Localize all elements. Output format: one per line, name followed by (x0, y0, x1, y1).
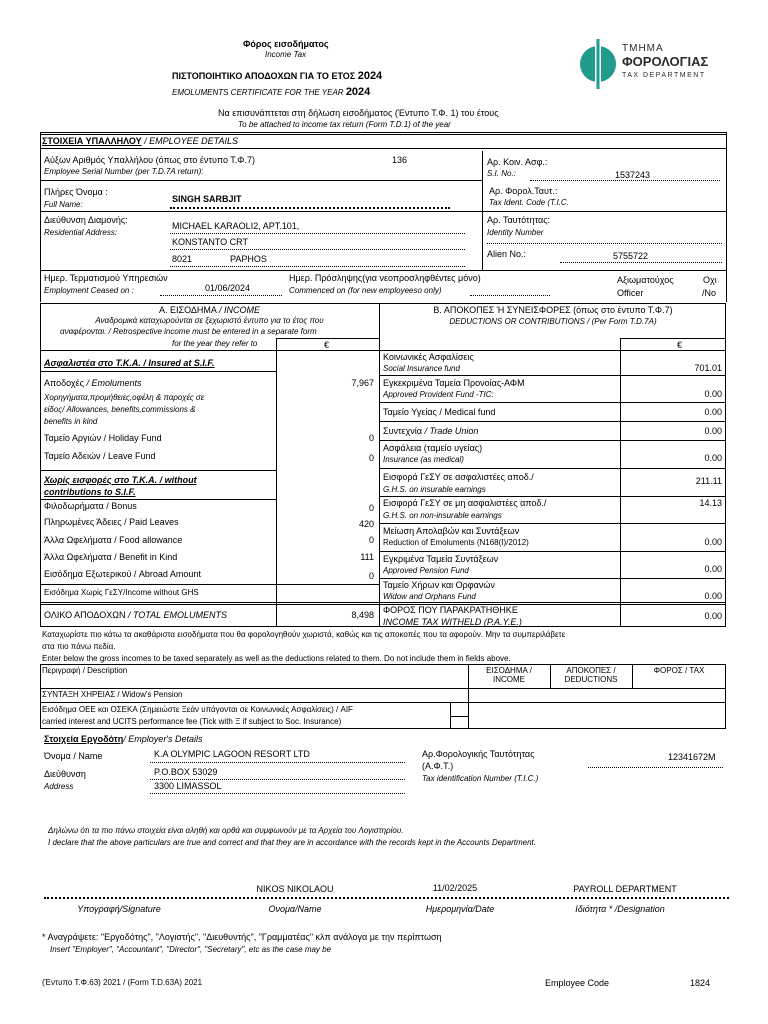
medical-fund-value: 0.00 (704, 407, 722, 417)
employer-tic-label-gr1: Αρ.Φορολογικής Ταυτότητας (422, 749, 535, 759)
alien-value: 5755722 (613, 251, 649, 261)
logo-emblem-icon (578, 35, 618, 93)
id-label-gr: Αρ. Ταυτότητας: (487, 215, 551, 225)
widow-pension-row: ΣΥΝΤΑΞΗ ΧΗΡΕΙΑΣ / Widow's Pension (42, 690, 183, 699)
ghs-insurable-value: 211.11 (695, 476, 722, 486)
ghs-insurable-label-en: G.H.S. on insurable earnings (383, 485, 486, 494)
ghs-insurable-label-gr: Εισφορά ΓεΣΥ σε ασφαλιστέες αποδ./ (383, 472, 534, 482)
address-label-en: Residential Address: (44, 228, 118, 237)
deductions-header-en: DEDUCTIONS OR CONTRIBUTIONS / (Per Form T.D.7A) (449, 317, 657, 326)
paye-label-gr: ΦΟΡΟΣ ΠΟΥ ΠΑΡΑΚΡΑΤΗΘΗΚΕ (383, 605, 518, 615)
address-line2: KONSTANTO CRT (172, 237, 249, 247)
deductions-header-gr: Β. ΑΠΟΚΟΠΕΣ Ή ΣΥΝΕΙΣΦΟΡΕΣ (όπως στο έντυπο Τ.Φ.7) (433, 305, 673, 315)
separate-note-gr2: στα πιο πάνω πεδία. (42, 642, 116, 651)
full-name-value: SINGH SARBJIT (172, 194, 242, 204)
footnote-en: Insert "Employer", "Accountant", "Director", "Secretary", etc as the case may be (50, 945, 332, 954)
deductions-currency: € (677, 340, 683, 350)
si-fund-label-en: Social Insurance fund (383, 364, 460, 373)
serial-value: 136 (392, 155, 408, 165)
pension-fund-label-gr: Εγκριμένα Ταμεία Συντάξεων (383, 554, 499, 564)
cease-label-gr: Ημερ. Τερματισμού Υπηρεσιών (44, 273, 168, 283)
income-currency: € (324, 340, 330, 350)
reduction-label-en: Reduction of Emoluments (N168(I)/2012) (383, 538, 529, 547)
insurance-label-gr: Ασφάλεια (ταμείο υγείας) (383, 443, 483, 453)
paid-leaves-label: Πληρωμένες Άδειες / Paid Leaves (44, 517, 179, 527)
bonus-value: 0 (368, 503, 374, 513)
insured-title: Ασφαλιστέα στο Τ.Κ.Α. / Insured at S.I.F. (44, 358, 215, 368)
aif-row-line2: carried interest and UCITS performance fee (Tick with Ξ if subject to Soc. Insurance) (42, 717, 342, 726)
name-label: Ονομα/Name (268, 904, 322, 914)
paye-value: 0.00 (704, 611, 722, 621)
declaration-en: I declare that the above particulars are true and correct and that they are in accordance with the records kept in the Accounts Department. (48, 838, 536, 847)
pension-fund-label-en: Approved Pension Fund (383, 566, 469, 575)
employer-address-label-gr: Διεύθυνση (44, 769, 86, 779)
emoluments-value: 7,967 (351, 378, 374, 388)
employer-section-title: Στοιχεία Εργοδότη/ Employer's Details (44, 734, 203, 744)
ghs-non-insurable-value: 14.13 (699, 498, 722, 508)
commence-label-gr: Ημερ. Πρόσληψης(για νεοπροσληφθέντες μόνο) (289, 273, 481, 283)
income-note-1: Αναδρομικά καταχωρούνται σε ξεχωριστό έντυπο για το έτος που (95, 316, 324, 325)
tic-label-en: Tax Ident. Code (T.I.C. (489, 198, 569, 207)
serial-label-gr: Αύξων Αριθμός Υπαλλήλου (όπως στο έντυπο Τ.Φ.7) (44, 155, 255, 165)
cease-label-en: Employment Ceased on : (44, 286, 134, 295)
leave-fund-value: 0 (368, 453, 374, 463)
ghs-non-insurable-label-en: G.H.S. on non-insurable earnings (383, 511, 502, 520)
si-fund-value: 701.01 (694, 363, 722, 373)
officer-label-gr: Αξιωματούχος (617, 275, 674, 285)
allowances-line3: benefits in kind (44, 417, 98, 426)
officer-value-en: /No (702, 288, 717, 298)
food-allowance-value: 0 (368, 535, 374, 545)
full-name-label-en: Full Name: (44, 200, 83, 209)
employer-tic-label-en: Tax identification Number (T.I.C.) (422, 774, 539, 783)
provident-value: 0.00 (704, 389, 722, 399)
separate-note-en: Enter below the gross incomes to be taxed separately as well as the deductions related to them. Do not include them in fields above. (42, 654, 511, 663)
widow-fund-label-en: Widow and Orphans Fund (383, 592, 476, 601)
income-note-2: αναφέρονται. / Retrospective income must be entered in a separate form (60, 327, 317, 336)
paye-label-en: INCOME TAX WITHELD (P.A.Y.E.) (383, 617, 522, 627)
widow-fund-label-gr: Ταμείο Χήρων και Ορφανών (383, 580, 495, 590)
col-income: ΕΙΣΟΔΗΜΑ / INCOME (486, 666, 532, 684)
employer-name-label: Όνομα / Name (44, 751, 103, 761)
alien-label: Alien No.: (487, 249, 527, 259)
paid-leaves-value: 420 (358, 519, 374, 529)
tax-department-logo (578, 35, 728, 95)
cert-title-gr: ΠΙΣΤΟΠΟΙΗΤΙΚΟ ΑΠΟΔΟΧΩΝ ΓΙΑ ΤΟ ΕΤΟΣ 2024 (172, 70, 383, 82)
leave-fund-label: Ταμείο Αδειών / Leave Fund (44, 451, 156, 461)
employee-code-value: 1824 (690, 978, 711, 988)
full-name-label-gr: Πλήρες Όνομα : (44, 187, 108, 197)
col-description: Περιγραφή / Description (42, 666, 128, 675)
insurance-value: 0.00 (704, 453, 722, 463)
signature-date: 11/02/2025 (432, 883, 478, 893)
postcode: 8021 (172, 254, 193, 264)
separate-note-gr1: Καταχωρίστε πιο κάτω τα ακαθάριστα εισοδήματα που θα φορολογηθούν χωριστά, καθώς και τις αποκοπές που τα αφορούν. Μην τα συμπεριλάβετε (42, 630, 566, 639)
signature-label: Υπογραφή/Signature (77, 904, 161, 914)
holiday-fund-value: 0 (368, 433, 374, 443)
attach-note-en: To be attached to income tax return (Form T.D.1) of the year (238, 120, 451, 129)
city: PAPHOS (230, 254, 267, 264)
emoluments-label: Αποδοχές / Emoluments (44, 378, 142, 388)
bonus-label: Φιλοδωρήματα / Bonus (44, 501, 137, 511)
employer-address-line2: 3300 LIMASSOL (154, 781, 222, 791)
designation-label: Ιδιότητα * /Designation (575, 904, 665, 914)
employer-name-value: K.A OLYMPIC LAGOON RESORT LTD (154, 749, 310, 759)
trade-union-label: Συντεχνία / Trade Union (383, 426, 479, 436)
employer-address-line1: P.O.BOX 53029 (154, 767, 218, 777)
si-value: 1537243 (615, 170, 651, 180)
benefit-kind-label: Άλλα Ωφελήματα / Benefit in Kind (44, 552, 178, 562)
without-contrib-title-1: Χωρίς εισφορές στο Τ.Κ.Α. / without (44, 475, 197, 485)
abroad-amount-label: Εισόδημα Εξωτερικού / Abroad Amount (44, 569, 201, 579)
reduction-value: 0.00 (704, 537, 722, 547)
date-label: Ημερομηνία/Date (425, 904, 495, 914)
title-en: Income Tax (265, 50, 307, 59)
address-line1: MICHAEL KARAOLI2, APT.101, (172, 221, 300, 231)
id-label-en: Identity Number (487, 228, 544, 237)
cease-value: 01/06/2024 (205, 283, 251, 293)
si-fund-label-gr: Κοινωνικές Ασφαλίσεις (383, 352, 474, 362)
employer-tic-value: 12341672M (668, 752, 716, 762)
si-label-en: S.I. No.: (487, 169, 516, 178)
form-reference: (Έντυπο Τ.Φ.63) 2021 / (Form T.D.63A) 2021 (42, 978, 203, 987)
officer-value-gr: Οχι (703, 275, 717, 285)
employee-code-label: Employee Code (545, 978, 610, 988)
income-note-3: for the year they refer to (172, 339, 258, 348)
tic-label-gr: Αρ. Φορολ.Ταυτ.: (489, 186, 558, 196)
logo-line2: ΦΟΡΟΛΟΓΙΑΣ (622, 54, 709, 69)
signatory-designation: PAYROLL DEPARTMENT (573, 884, 677, 894)
si-label-gr: Αρ. Κοιν. Ασφ.: (487, 157, 548, 167)
logo-line1: ΤΜΗΜΑ (622, 43, 664, 54)
officer-label-en: Officer (617, 288, 644, 298)
income-header: Α. ΕΙΣΟΔΗΜΑ / INCOME (159, 305, 260, 315)
insurance-label-en: Insurance (as medical) (383, 455, 464, 464)
declaration-gr: Δηλώνω ότι τα πιο πάνω στοιχεία είναι αληθή και ορθά και συμφωνούν με τα Αρχεία του Λογιστηρίου. (48, 826, 404, 835)
without-contrib-title-2: contributions to S.I.F. (44, 487, 136, 497)
employer-tic-label-gr2: (Α.Φ.Τ.) (422, 761, 454, 771)
benefit-kind-value: 111 (360, 552, 374, 562)
title-gr: Φόρος εισοδήματος (243, 39, 329, 49)
total-emoluments-value: 8,498 (351, 610, 374, 620)
ghs-non-insurable-label-gr: Εισφορά ΓεΣΥ σε μη ασφαλιστέες αποδ./ (383, 498, 547, 508)
provident-label-en: Approved Provident Fund -TIC: (383, 390, 494, 399)
allowances-line1: Χορηγήματα,προμήθειες,οφέλη & παροχές σε (44, 393, 205, 402)
total-emoluments-label: ΟΛΙΚΟ ΑΠΟΔΟΧΩΝ / TOTAL EMOLUMENTS (44, 610, 227, 620)
address-label-gr: Διεύθυνση Διαμονής: (44, 215, 128, 225)
provident-label-gr: Εγκεκριμένα Ταμεία Προνοίας-ΑΦΜ (383, 378, 525, 388)
holiday-fund-label: Ταμείο Αργιών / Holiday Fund (44, 433, 162, 443)
food-allowance-label: Άλλα Ωφελήματα / Food allowance (44, 535, 183, 545)
footnote-gr: * Αναγράψετε: "Εργοδότης", "Λογιστής", "Διευθυντής", "Γραμματέας" κλπ ανάλογα με την περίπτωση (42, 932, 442, 942)
income-without-ghs-label: Εισόδημα Χωρίς ΓεΣΥ/Income without GHS (44, 588, 199, 597)
aif-row-line1: Εισόδημα ΟΕΕ και ΟΣΕΚΑ (Σημειώστε Ξεάν υπάγονται σε Κοινωνικές Ασφαλίσεις) / AIF (42, 705, 353, 714)
reduction-label-gr: Μείωση Απολαβών και Συντάξεων (383, 526, 520, 536)
trade-union-value: 0.00 (704, 426, 722, 436)
logo-line3: TAX DEPARTMENT (622, 72, 706, 79)
col-tax: ΦΟΡΟΣ / TAX (653, 666, 705, 675)
allowances-line2: είδος/ Allowances, benefits,commissions & (44, 405, 196, 414)
abroad-amount-value: 0 (368, 571, 374, 581)
signatory-name: NIKOS NIKOLAOU (256, 884, 334, 894)
cert-title-en: EMOLUMENTS CERTIFICATE FOR THE YEAR 2024 (172, 86, 371, 98)
pension-fund-value: 0.00 (704, 564, 722, 574)
serial-label-en: Employee Serial Number (per T.D.7A return): (44, 167, 204, 176)
col-deductions: ΑΠΟΚΟΠΕΣ / DEDUCTIONS (564, 666, 618, 684)
medical-fund-label: Ταμείο Υγείας / Medical fund (383, 407, 496, 417)
commence-label-en: Commenced on (for new employeeso only) (289, 286, 442, 295)
widow-fund-value: 0.00 (704, 591, 722, 601)
employer-address-label-en: Address (44, 782, 74, 791)
attach-note-gr: Να επισυνάπτεται στη δήλωση εισοδήματος (Έντυπο Τ.Φ. 1) του έτους (218, 108, 499, 118)
employee-section-title: ΣΤΟΙΧΕΙΑ ΥΠΑΛΛΗΛΟΥ / EMPLOYEE DETAILS (42, 136, 238, 146)
